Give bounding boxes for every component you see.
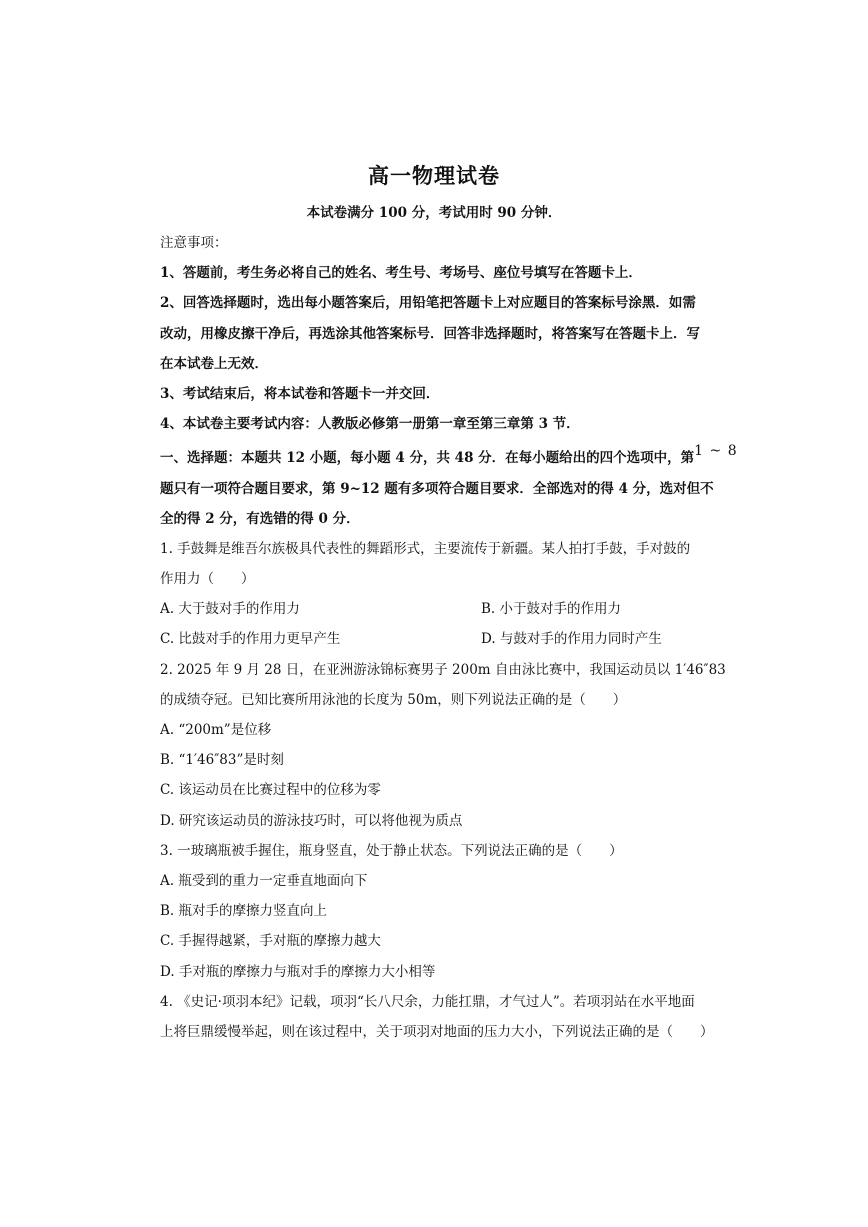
section-1-instructions-line-3: 全的得 2 分，有选错的得 0 分． <box>160 510 360 527</box>
notice-item-1: 1、答题前，考生务必将自己的姓名、考生号、考场号、座位号填写在答题卡上． <box>160 265 642 282</box>
q4-stem-line-2: 上将巨鼎缓慢举起，则在该过程中，关于项羽对地面的压力大小，下列说法正确的是（ ） <box>160 1023 714 1040</box>
q3-option-a: A. 瓶受到的重力一定垂直地面向下 <box>160 872 368 889</box>
q2-option-c: C. 该运动员在比赛过程中的位移为零 <box>160 782 381 799</box>
q2-stem-line-1: 2. 2025 年 9 月 28 日，在亚洲游泳锦标赛男子 200m 自由泳比赛中，我国运动员以 1′46″83 <box>160 661 726 678</box>
q2-option-a: A. “200m”是位移 <box>160 722 272 738</box>
q2-option-d: D. 研究该运动员的游泳技巧时，可以将他视为质点 <box>160 812 463 829</box>
q4-stem-line-1: 4. 《史记·项羽本纪》记载，项羽“长八尺余，力能扛鼎，才气过人”。若项羽站在水平地面 <box>160 993 695 1010</box>
exam-subtitle: 本试卷满分 100 分，考试用时 90 分钟． <box>306 205 562 221</box>
section-1-instructions-line-1 <box>160 443 738 473</box>
q1-options-row-2 <box>160 624 716 654</box>
q1-option-b: B. 小于鼓对手的作用力 <box>481 601 622 618</box>
question-range: 1 ~ 8 <box>694 443 738 460</box>
notice-item-2-line-2: 改动，用橡皮擦干净后，再选涂其他答案标号．回答非选择题时，将答案写在答题卡上．写 <box>160 325 700 342</box>
notice-heading: 注意事项： <box>160 235 228 251</box>
q1-stem-line-2: 作用力（ ） <box>160 571 255 588</box>
exam-body <box>160 228 738 1047</box>
q3-option-d: D. 手对瓶的摩擦力与瓶对手的摩擦力大小相等 <box>160 963 436 980</box>
q3-option-b: B. 瓶对手的摩擦力竖直向上 <box>160 903 328 920</box>
q1-option-d: D. 与鼓对手的作用力同时产生 <box>481 631 662 648</box>
section-1-line-1-text: 一、选择题：本题共 12 小题，每小题 4 分，共 48 分．在每小题给出的四个选项中，第 <box>160 450 695 467</box>
q3-option-c: C. 手握得越紧，手对瓶的摩擦力越大 <box>160 933 381 950</box>
q2-option-b: B. “1′46″83”是时刻 <box>160 752 284 769</box>
page-title: 高一物理试卷 <box>368 163 500 188</box>
q1-option-c: C. 比鼓对手的作用力更早产生 <box>160 631 341 648</box>
notice-item-2-line-1: 2、回答选择题时，选出每小题答案后，用铅笔把答题卡上对应题目的答案标号涂黑．如需 <box>160 295 696 312</box>
notice-item-4: 4、本试卷主要考试内容：人教版必修第一册第一章至第三章第 3 节． <box>160 416 580 433</box>
q1-option-a: A. 大于鼓对手的作用力 <box>160 601 300 618</box>
notice-item-2-line-3: 在本试卷上无效． <box>160 355 268 372</box>
notice-item-3: 3、考试结束后，将本试卷和答题卡一并交回． <box>160 385 440 402</box>
q1-stem-line-1: 1. 手鼓舞是维吾尔族极具代表性的舞蹈形式，主要流传于新疆。某人拍打手鼓，手对鼓的 <box>160 540 691 557</box>
q1-options-row-1 <box>160 594 716 624</box>
q2-stem-line-2: 的成绩夺冠。已知比赛所用泳池的长度为 50m，则下列说法正确的是（ ） <box>160 691 627 708</box>
q3-stem: 3. 一玻璃瓶被手握住，瓶身竖直，处于静止状态。下列说法正确的是（ ） <box>160 842 623 859</box>
section-1-instructions-line-2: 题只有一项符合题目要求，第 9~12 题有多项符合题目要求．全部选对的得 4 分，选对但不 <box>160 480 714 497</box>
